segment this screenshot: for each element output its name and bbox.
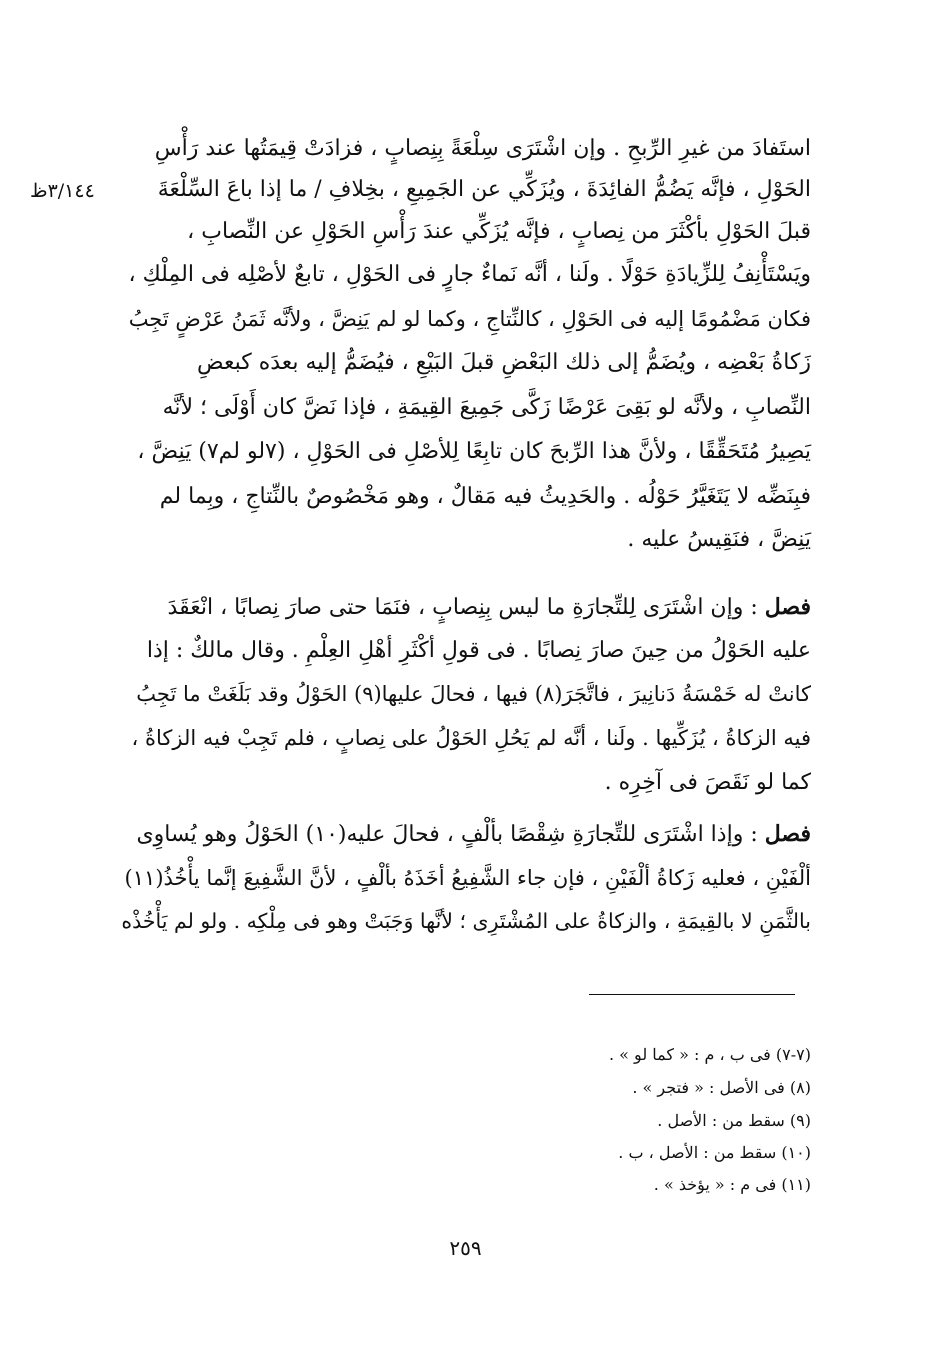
text-line: استَفادَ من غيرِ الرِّبحِ . وإن اشْتَرَى سِلْعَةً بِنِصابٍ ، فزادَتْ قِيمَتُها عند رَأْسِ	[154, 136, 811, 161]
text-line: الحَوْلِ ، فإنَّه يَضُمُّ الفائِدَةَ ، ويُزَكِّي عن الجَمِيعِ ، بخِلافِ / ما إذا باعَ السِّلْعَةَ	[157, 177, 811, 202]
text-line: بالثَّمَنِ لا بالقِيمَةِ ، والزكاةُ على المُشْتَرِى ؛ لأنَّها وَجَبَتْ وهو فى مِلْكِه . ولو لم يَأْخُذْه	[121, 909, 811, 933]
text-line	[121, 816, 811, 853]
section-heading: فصل	[764, 594, 811, 620]
text-line: زَكاةُ بَعْضِه ، ويُضَمُّ إلى ذلك البَعْضِ قبلَ البَيْعِ ، فيُضَمُّ إليه بعدَه كبعضِ	[197, 350, 811, 375]
text-line	[121, 589, 811, 626]
text-line: فبِنَضِّه لا يَتَغَيَّرُ حَوْلُه . والحَدِيثُ فيه مَقالٌ ، وهو مَخْصُوصٌ بالنِّتاجِ ، وبِما لم	[159, 484, 811, 509]
text-line: فيه الزكاةُ ، يُزَكِّيها . ولَنا ، أنَّه لم يَحُلِ الحَوْلُ على نِصابٍ ، فلم تَجِبْ فيه الزكاةُ ،	[131, 726, 811, 750]
text-run: : وإذا اشْتَرَى للتِّجارَةِ شِقْصًا بألْفٍ ، فحالَ عليه(١٠) الحَوْلُ وهو يُساوِى	[136, 822, 765, 847]
footnote-divider	[589, 994, 795, 995]
text-line: النِّصابِ ، ولأنَّه لو بَقِىَ عَرْضًا زَكَّى جَمِيعَ القِيمَةِ ، فإذا نَضَّ كان أَوْلَى ؛ لأنَّه	[162, 395, 811, 420]
text-line: كانتْ له خَمْسَةُ دَنانِيرَ ، فاتَّجَرَ(٨) فيها ، فحالَ عليها(٩) الحَوْلُ وقد بَلَغَتْ ما تَجِبُ	[136, 682, 811, 706]
text-line: عليه الحَوْلُ من حِينَ صارَ نِصابًا . فى قولِ أكْثَرِ أهْلِ العِلْمِ . وقال مالكٌ : إذا	[146, 638, 811, 663]
text-line: يَنِضَّ ، فنَقِيسُ عليه .	[627, 527, 811, 552]
text-line: فكان مَضْمُومًا إليه فى الحَوْلِ ، كالنِّتاجِ ، وكما لو لم يَنِضَّ ، ولأنَّه ثَمَنُ عَرْضٍ تَجِبُ	[128, 307, 811, 331]
footnote: (٨) فى الأصل : « فتجر » .	[632, 1078, 811, 1097]
page-number: ٢٥٩	[449, 1236, 482, 1260]
text-line: ويَسْتَأْنِفُ لِلزِّيادَةِ حَوْلًا . ولَنا ، أنَّه نَماءٌ جارٍ فى الحَوْلِ ، تابعٌ لأصْلِه فى المِلْكِ ،	[128, 262, 811, 287]
text-line: يَصِيرُ مُتَحَقِّقًا ، ولأنَّ هذا الرِّبحَ كان تابِعًا لِلأصْلِ فى الحَوْلِ ، (٧لو لم٧) يَنِضَّ ،	[137, 439, 811, 464]
text-run: : وإن اشْتَرَى لِلتِّجارَةِ ما ليس بِنِصابٍ ، فنَمَا حتى صارَ نِصابًا ، انْعَقَدَ	[167, 595, 765, 620]
margin-reference: ٣/١٤٤ظ	[30, 180, 95, 202]
text-line: ألْفَيْنِ ، فعليه زَكاةُ ألْفَيْنِ ، فإن جاء الشَّفِيعُ أخَذَهُ بألْفٍ ، لأنَّ الشَّفِيعَ إنَّما يأْخُذُ(١١)	[124, 866, 811, 890]
text-line: قبلَ الحَوْلِ بأكْثَرَ من نِصابٍ ، فإنَّه يُزَكِّي عندَ رَأْسِ الحَوْلِ عن النِّصابِ ،	[187, 219, 811, 244]
footnote: (٧-٧) فى ب ، م : « كما لو » .	[609, 1045, 811, 1064]
section-heading: فصل	[764, 821, 811, 847]
footnote: (١١) فى م : « يؤخذ » .	[653, 1175, 811, 1194]
footnote: (١٠) سقط من : الأصل ، ب .	[618, 1143, 811, 1162]
text-line: كما لو نَقَصَ فى آخِرِه .	[604, 770, 811, 795]
footnote: (٩) سقط من : الأصل .	[657, 1111, 811, 1130]
